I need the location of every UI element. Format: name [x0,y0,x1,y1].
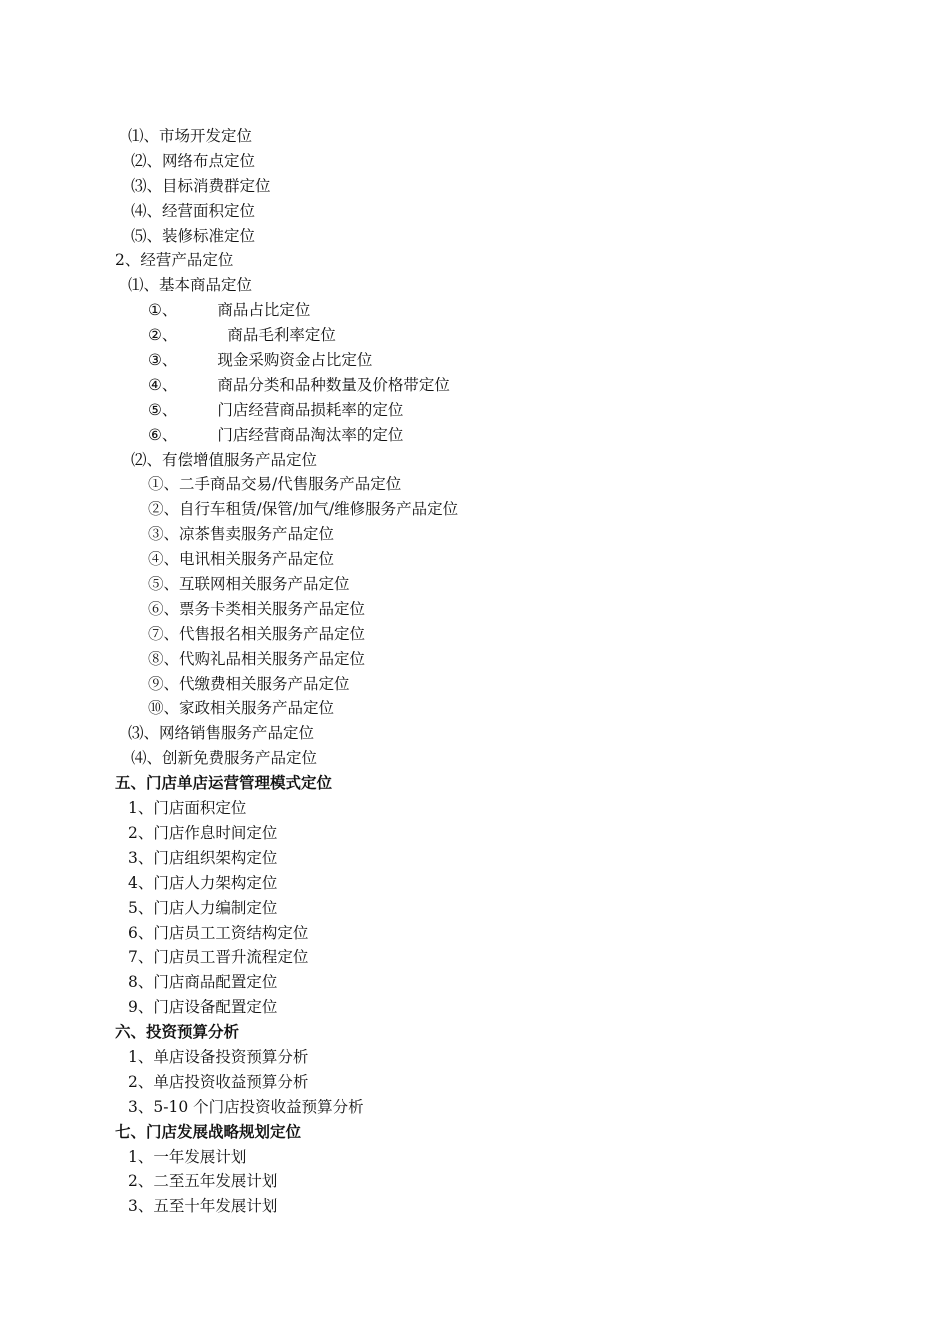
outline-item: ⑩、家政相关服务产品定位 [148,699,335,718]
outline-item: ⑴、基本商品定位 [128,276,253,295]
outline-item: ⑥、票务卡类相关服务产品定位 [148,599,366,618]
outline-item: ⑴、市场开发定位 [128,127,253,145]
outline-item: 3、门店组织架构定位 [128,848,278,867]
outline-item: 2、经营产品定位 [115,251,234,270]
outline-item: 9、门店设备配置定位 [128,998,278,1017]
item-number: ③、 [148,351,178,370]
outline-item: ④、电讯相关服务产品定位 [148,550,335,569]
outline-item: 4、门店人力架构定位 [128,873,278,892]
outline-item: ②、自行车租赁/保管/加气/维修服务产品定位 [148,500,459,519]
item-number: ⑤、 [148,400,178,419]
item-text: 商品分类和品种数量及价格带定位 [217,375,450,394]
item-text: 商品毛利率定位 [227,326,336,345]
outline-item [0,373,950,398]
outline-item [0,398,950,423]
section-heading: 五、门店单店运营管理模式定位 [115,773,333,793]
item-number: ⑥、 [148,425,178,444]
item-text: 商品占比定位 [217,301,311,320]
item-number: ②、 [148,326,178,345]
outline-item: 3、5-10 个门店投资收益预算分析 [128,1097,364,1116]
outline-item: 2、门店作息时间定位 [128,823,278,842]
outline-list [0,124,950,1219]
outline-item: ⑧、代购礼品相关服务产品定位 [148,649,366,668]
outline-item [0,323,950,348]
item-number: ①、 [148,301,178,320]
item-number: ④、 [148,375,178,394]
outline-item: 1、门店面积定位 [128,799,247,818]
outline-item: ⑤、互联网相关服务产品定位 [148,575,350,594]
outline-item: ⑶、网络销售服务产品定位 [128,724,315,743]
outline-item: ⑶、目标消费群定位 [131,176,271,195]
outline-item [0,298,950,323]
outline-item [0,348,950,373]
outline-item: 2、二至五年发展计划 [128,1172,278,1191]
section-heading: 七、门店发展战略规划定位 [115,1121,302,1141]
outline-item: ③、凉茶售卖服务产品定位 [148,525,335,544]
outline-item: 1、单店设备投资预算分析 [128,1047,309,1066]
item-text: 门店经营商品损耗率的定位 [217,400,404,419]
outline-item: 7、门店员工晋升流程定位 [128,948,309,967]
outline-item: ⑸、装修标准定位 [131,226,256,245]
outline-item: 5、门店人力编制定位 [128,898,278,917]
outline-item: ①、二手商品交易/代售服务产品定位 [148,475,402,494]
item-text: 门店经营商品淘汰率的定位 [217,425,404,444]
item-text: 现金采购资金占比定位 [217,351,373,370]
outline-item [0,423,950,448]
outline-item: 3、五至十年发展计划 [128,1197,278,1216]
outline-item: ⑷、经营面积定位 [131,201,256,220]
outline-item: ⑷、创新免费服务产品定位 [131,749,318,768]
outline-item: ⑵、有偿增值服务产品定位 [131,450,318,469]
outline-item: ⑵、网络布点定位 [131,151,256,170]
outline-item: ⑦、代售报名相关服务产品定位 [148,624,366,643]
outline-item: 1、一年发展计划 [128,1147,247,1166]
outline-item: 2、单店投资收益预算分析 [128,1072,309,1091]
outline-item: ⑨、代缴费相关服务产品定位 [148,674,350,693]
outline-item: 8、门店商品配置定位 [128,973,278,992]
outline-item: 6、门店员工工资结构定位 [128,923,309,942]
section-heading: 六、投资预算分析 [115,1022,240,1042]
